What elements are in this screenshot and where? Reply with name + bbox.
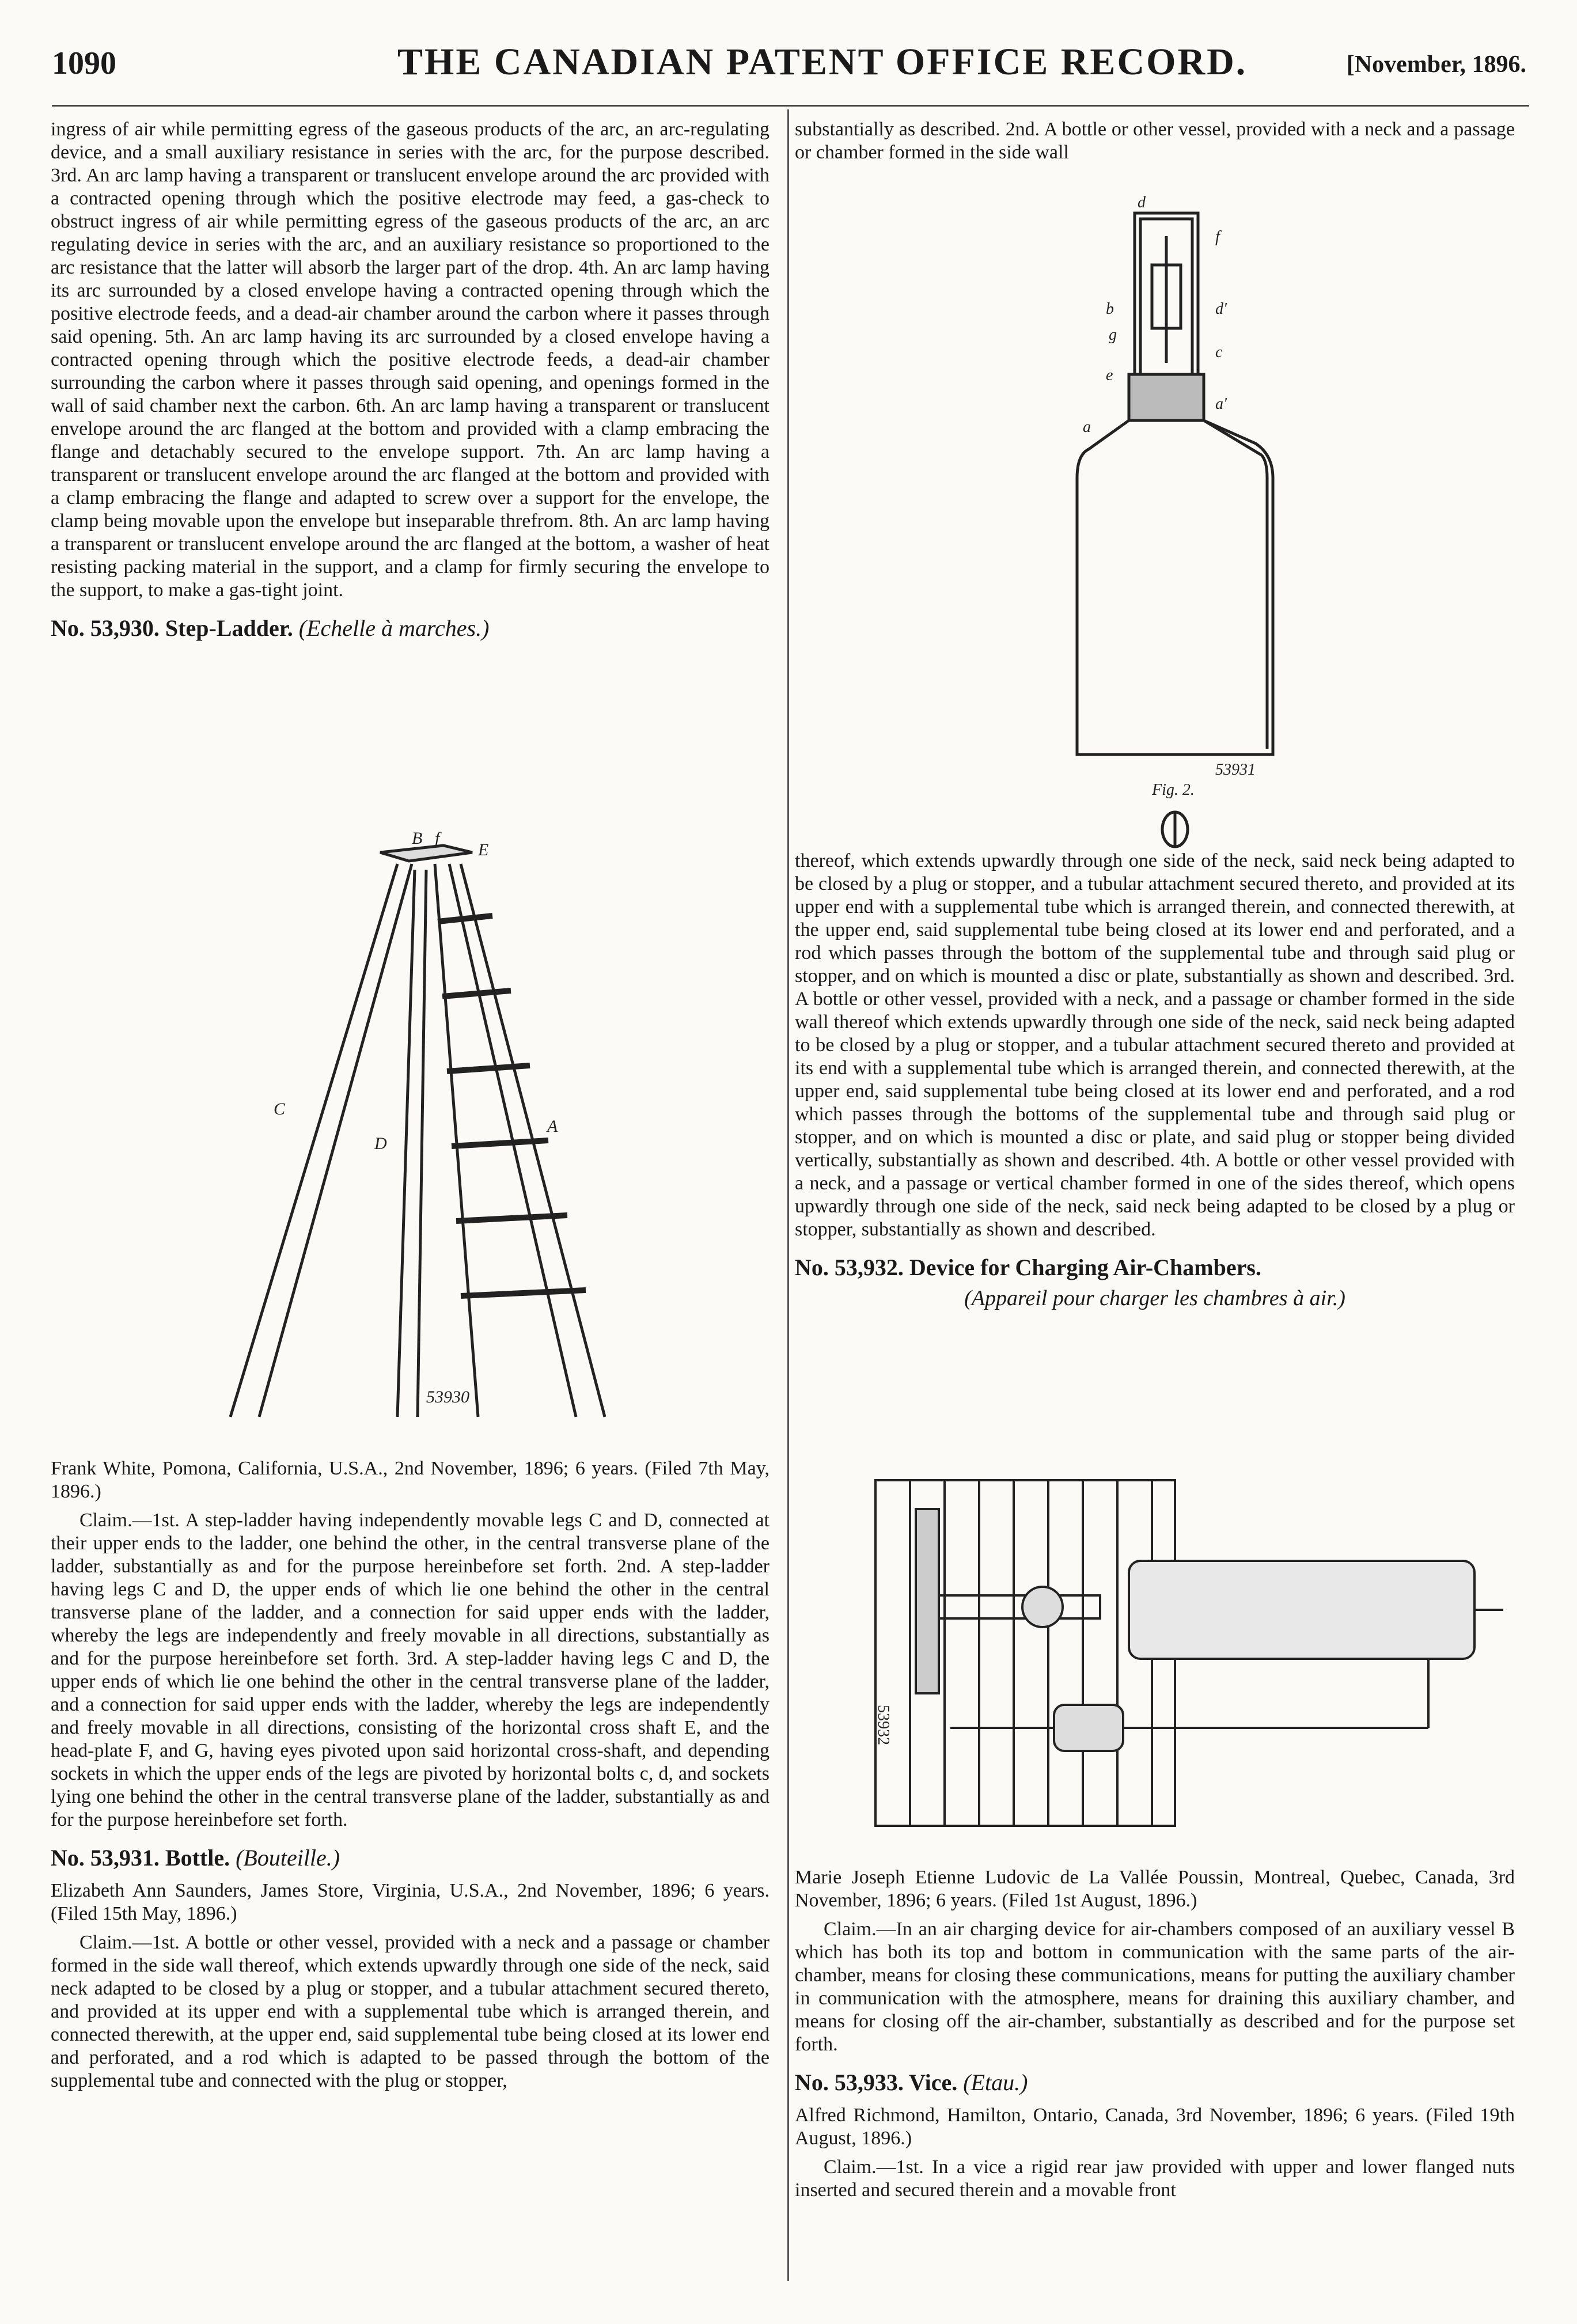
bottle-fig-caption: Fig. 2. — [1152, 781, 1195, 799]
column-divider — [787, 109, 789, 2281]
patent-title: Device for Charging Air-Chambers. — [909, 1254, 1261, 1280]
header-rule — [52, 105, 1529, 107]
publication-title: THE CANADIAN PATENT OFFICE RECORD. — [397, 41, 1248, 83]
fig-label-f: f — [435, 829, 440, 848]
bottle-fig-number: 53931 — [1215, 761, 1256, 779]
continuation-text-right: substantially as described. 2nd. A bottle or other vessel, provided with a neck and a passage or chamber formed in the side wall — [795, 119, 1515, 163]
inventor-53931: Elizabeth Ann Saunders, James Store, Virginia, U.S.A., 2nd November, 1896; 6 years. (Filed 15th May, 1896.) — [51, 1880, 769, 1924]
inventor-53932: Marie Joseph Etienne Ludovic de La Vallée Poussin, Montreal, Quebec, Canada, 3rd November, 1896; 6 years. (Filed 1st August, 1896.) — [795, 1867, 1515, 1911]
patent-title: Bottle. — [165, 1845, 230, 1871]
bottle-label-a: a — [1083, 418, 1091, 436]
right-column-mid — [795, 850, 1515, 1319]
fig-label-e: E — [478, 840, 489, 859]
patent-heading-53931 — [51, 1844, 769, 1871]
fig-label-b: B — [412, 829, 423, 848]
patent-number: No. 53,932. — [795, 1254, 904, 1280]
bottle-label-a2: a' — [1215, 395, 1227, 413]
patent-french-title: (Bouteille.) — [236, 1845, 340, 1871]
claim-53930: Claim.—1st. A step-ladder having independently movable legs C and D, connected at their upper ends to the ladder, one behind the other, in the central transverse plane of the ladder, substantially as and for the purpose hereinbefore set forth. 2nd. A step-ladder having legs C and D, the upper ends of which lie one behind the other in the central transverse plane of the ladder, and a connection for said upper ends with the ladder, whereby the legs are independently and freely movable in all directions, substantially as and for the purpose hereinbefore set forth. 3rd. A step-ladder having legs C and D, the upper ends of which lie one behind the other in the central transverse plane of the ladder, and a connection for said upper ends with the ladder, whereby the legs are independently and freely movable in all directions, consisting of the horizontal cross shaft E, and the head-plate F, and G, having eyes pivoted upon said horizontal cross-shaft, and depending sockets in which the upper ends of the legs are pivoted by horizontal bolts c, d, and sockets lying one behind the other in the central transverse plane of the ladder, substantially as and for the purpose hereinbefore set forth. — [51, 1510, 769, 1830]
issue-date: [November, 1896. — [1346, 51, 1526, 78]
page-header — [52, 40, 1526, 92]
patent-title: Step-Ladder. — [165, 615, 293, 641]
patent-french-title: (Etau.) — [963, 2069, 1028, 2095]
bottle-label-d: d — [1138, 194, 1146, 211]
patent-number: No. 53,930. — [51, 615, 160, 641]
fig-label-c: C — [274, 1100, 286, 1119]
patent-heading-53932 — [795, 1254, 1515, 1281]
step-ladder-drawing — [207, 829, 645, 1423]
continuation-text: ingress of air while permitting egress of the gaseous products of the arc, an arc-regulating device, and a small auxiliary resistance in series with the arc, for the purpose described. 3rd. An arc lamp having a transparent or translucent envelope around the arc provided with a contracted opening through which the positive electrode may feed, a gas-check to obstruct ingress of air while permitting egress of the gaseous products of the arc, an arc regulating device in series with the arc, and an auxiliary resistance so proportioned to the arc resistance that the latter will absorb the larger part of the drop. 4th. An arc lamp having its arc surrounded by a closed envelope having a contracted opening through which the positive electrode feeds, and a dead-air chamber around the carbon where it passes through said opening. 5th. An arc lamp having its arc surrounded by a closed envelope having a contracted opening through which the positive electrode feeds, a dead-air chamber surrounding the carbon where it passes through said opening, and openings formed in the wall of said chamber next the carbon. 6th. An arc lamp having a transparent or translucent envelope around the arc flanged at the bottom and provided with a clamp embracing the flange and detachably secured to the envelope support. 7th. An arc lamp having a transparent or translucent envelope around the arc flanged at the bottom and provided with a clamp embracing the flange and adapted to screw over a support for the envelope, the clamp being movable upon the envelope but inseparable threfrom. 8th. An arc lamp having a transparent or translucent envelope around the arc flanged at the bottom, a washer of heat resisting packing material in the support, and a clamp for firmly securing the envelope to the support, to make a gas-tight joint. — [51, 119, 769, 601]
bottle-label-c: c — [1215, 343, 1223, 361]
claim-53933: Claim.—1st. In a vice a rigid rear jaw provided with upper and lower flanged nuts inserted and secured therein and a movable front — [795, 2156, 1515, 2201]
left-column-top — [51, 118, 769, 650]
right-column-bottom — [795, 1866, 1515, 2208]
patent-number: No. 53,933. — [795, 2069, 904, 2095]
continuation-text-right-mid: thereof, which extends upwardly through one side of the neck, said neck being adapted to be closed by a plug or stopper, and a tubular attachment secured thereto, and provided at its upper end with a supplemental tube which is arranged therein, and connected therewith, at the upper end, said supplemental tube being closed at its lower end and perforated, and a rod which passes through the bottom of the supplemental tube and through said plug or stopper, and on which is mounted a disc or plate, substantially as shown and described. 3rd. A bottle or other vessel, provided with a neck, and a passage or chamber formed in the side wall thereof which extends upwardly through one side of the neck, said neck being adapted to be closed by a plug or stopper, and a tubular attachment secured thereto and provided at its end with a supplemental tube which is arranged therein, and connected therewith, at the upper end, said supplemental tube being closed at its lower end and perforated, and a rod which passes through the bottoms of the supplemental tube and through said plug or stopper, and on which is mounted a disc or plate, and said plug or stopper being divided vertically, substantially as shown and described. 4th. A bottle or other vessel provided with a neck, and a passage or vertical chamber formed in one of the sides thereof, which opens upwardly through one side of the neck, said neck being adapted to be closed by a plug or stopper, substantially as shown and described. — [795, 850, 1515, 1240]
right-column-top — [795, 118, 1515, 170]
patent-french-title: (Appareil pour charger les chambres à air.) — [964, 1286, 1345, 1310]
fig-number: 53930 — [426, 1387, 469, 1406]
bottle-label-d2: d' — [1215, 300, 1227, 318]
fig-label-a: A — [547, 1117, 558, 1136]
bottle-label-b: b — [1106, 300, 1114, 318]
fig-label-d: D — [374, 1134, 387, 1153]
claim-53932: Claim.—In an air charging device for air-chambers composed of an auxiliary vessel B which has both its top and bottom in communication with the same parts of the air-chamber, means for closing these communications, means for putting the auxiliary chamber in communication with the atmosphere, means for draining this auxiliary chamber, and means for closing off the air-chamber, substantially as described and for the purpose set forth. — [795, 1919, 1515, 2055]
inventor-53930: Frank White, Pomona, California, U.S.A., 2nd November, 1896; 6 years. (Filed 7th May, 1896.) — [51, 1458, 769, 1502]
bottle-figure — [1037, 190, 1313, 852]
patent-title: Vice. — [909, 2069, 958, 2095]
step-ladder-figure — [207, 829, 645, 1423]
inventor-53933: Alfred Richmond, Hamilton, Ontario, Canada, 3rd November, 1896; 6 years. (Filed 19th August, 1896.) — [795, 2105, 1515, 2149]
patent-french-title: (Echelle à marches.) — [298, 615, 490, 641]
bottle-label-f: f — [1215, 228, 1220, 246]
bottle-drawing — [1037, 190, 1313, 852]
patent-heading-53933 — [795, 2069, 1515, 2096]
patent-number: No. 53,931. — [51, 1845, 160, 1871]
air-chamber-figure — [864, 1457, 1526, 1837]
patent-heading-53930 — [51, 615, 769, 642]
bottle-label-e: e — [1106, 366, 1113, 384]
page-number: 1090 — [52, 46, 116, 81]
air-chamber-fig-number: 53932 — [874, 1705, 892, 1745]
left-column-bottom — [51, 1457, 769, 2098]
bottle-label-g: g — [1109, 326, 1117, 344]
claim-53931: Claim.—1st. A bottle or other vessel, provided with a neck and a passage or chamber formed in the side wall thereof, which extends upwardly through one side of the neck, said neck adapted to be closed by a plug or stopper, and a tubular attachment secured thereto, and provided at its upper end with a supplemental tube which is arranged therein, and connected therewith, at the upper end, said supplemental tube being closed at its lower end and perforated, and a rod which is adapted to be passed through the bottom of the supplemental tube and connected with the plug or stopper, — [51, 1932, 769, 2091]
air-chamber-drawing — [864, 1457, 1526, 1837]
